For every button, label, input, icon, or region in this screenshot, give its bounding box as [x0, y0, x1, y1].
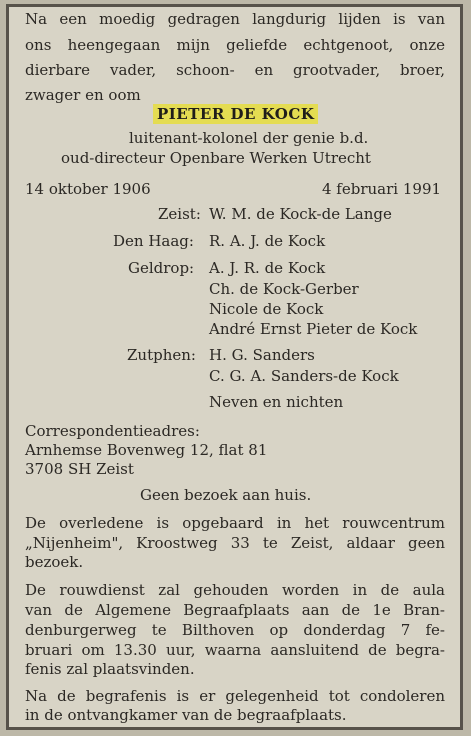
family-name: A. J. R. de Kock: [209, 259, 326, 277]
address-label: Correspondentieadres:: [25, 422, 200, 440]
family-place: Geldrop:: [128, 259, 195, 277]
family-place: Zeist:: [158, 205, 201, 223]
condolence-line: Na de begrafenis is er gelegenheid tot condoleren: [25, 687, 445, 705]
service-line: denburgerweg te Bilthoven op donderdag 7 fe-: [25, 621, 445, 639]
condolence-line: in de ontvangkamer van de begraafplaats.: [25, 706, 347, 724]
deceased-name: PIETER DE KOCK: [153, 104, 318, 124]
address-line: 3708 SH Zeist: [25, 460, 134, 478]
intro-line: Na een moedig gedragen langdurig lijden is van: [25, 10, 445, 28]
laid-out-line: „Nijenheim", Kroostweg 33 te Zeist, aldaar geen: [25, 534, 445, 552]
address-line: Arnhemse Bovenweg 12, flat 81: [25, 441, 268, 459]
laid-out-line: bezoek.: [25, 553, 84, 571]
family-name: Nicole de Kock: [209, 300, 324, 318]
family-name: Ch. de Kock-Gerber: [209, 280, 359, 298]
service-line: De rouwdienst zal gehouden worden in de aula: [25, 581, 445, 599]
family-name: C. G. A. Sanders-de Kock: [209, 367, 399, 385]
family-place: Den Haag:: [113, 232, 194, 250]
service-line: bruari om 13.30 uur, waarna aansluitend de begra-: [25, 641, 445, 659]
laid-out-line: De overledene is opgebaard in het rouwcentrum: [25, 514, 445, 532]
birth-date: 14 oktober 1906: [25, 180, 151, 198]
service-line: van de Algemene Begraafplaats aan de 1e Bran-: [25, 601, 445, 619]
intro-line: zwager en oom: [25, 86, 141, 104]
family-name: W. M. de Kock-de Lange: [209, 205, 392, 223]
title-line: oud-directeur Openbare Werken Utrecht: [61, 149, 371, 167]
family-place: Zutphen:: [127, 346, 196, 364]
no-visit-note: Geen bezoek aan huis.: [140, 486, 312, 504]
family-name: R. A. J. de Kock: [209, 232, 326, 250]
family-name: André Ernst Pieter de Kock: [209, 320, 418, 338]
nephews-nieces: Neven en nichten: [209, 393, 344, 411]
family-name: H. G. Sanders: [209, 346, 315, 364]
title-line: luitenant-kolonel der genie b.d.: [129, 129, 369, 147]
intro-line: ons heengegaan mijn geliefde echtgenoot, onze: [25, 36, 445, 54]
service-line: fenis zal plaatsvinden.: [25, 660, 195, 678]
death-date: 4 februari 1991: [322, 180, 442, 198]
intro-line: dierbare vader, schoon- en grootvader, broer,: [25, 61, 445, 79]
